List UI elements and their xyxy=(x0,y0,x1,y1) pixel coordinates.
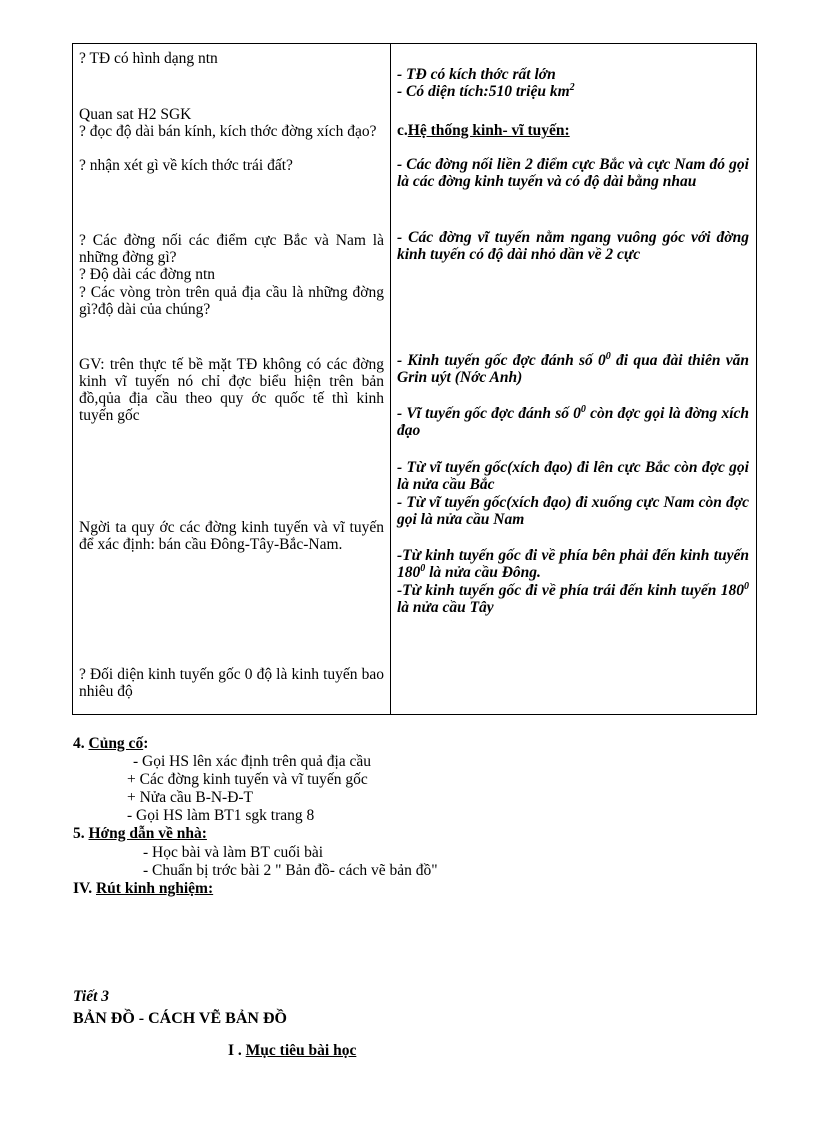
left-q-opposite: ? Đối diện kinh tuyến gốc 0 độ là kinh tuyến bao nhiêu độ xyxy=(79,666,384,700)
left-observe-h2: Quan sat H2 SGK xyxy=(79,106,192,123)
section-4-heading: 4. Củng cố: xyxy=(73,735,149,752)
left-hemisphere-note: Ngời ta quy ớc các đờng kinh tuyến và vĩ tuyến để xác định: bán cầu Đông-Tây-Bắc-Nam. xyxy=(79,519,384,553)
consolidation-item: - Gọi HS làm BT1 sgk trang 8 xyxy=(127,807,315,824)
left-q-size: ? nhận xét gì về kích thớc trái đất? xyxy=(79,157,293,174)
left-q-circles: ? Các vòng tròn trên quả địa cầu là những đờng gì?độ dài của chúng? xyxy=(79,284,384,318)
left-q-meridians: ? Các đờng nối các điểm cực Bắc và Nam là những đờng gì? xyxy=(79,232,384,266)
consolidation-item: - Gọi HS lên xác định trên quả địa cầu xyxy=(133,753,372,770)
consolidation-item: + Nửa cầu B-N-Đ-T xyxy=(127,789,254,806)
right-prime-meridian: - Kinh tuyến gốc đợc đánh số $0^0$ đi qua đài thiên văn Grin uýt (Nớc Anh) xyxy=(397,350,749,386)
right-equator: - Vĩ tuyến gốc đợc đánh số $0^0$ còn đợc gọi là đờng xích đạo xyxy=(397,403,750,439)
left-gv-note: GV: trên thực tế bề mặt TĐ không có các đờng kinh vĩ tuyến nó chỉ đợc biểu hiện trên bản đồ,qủa địa cầu theo quy ớc quốc tế thì kinh tuyến gốc xyxy=(79,356,384,424)
period-label: Tiết 3 xyxy=(73,988,110,1005)
left-q-radius: ? đọc độ dài bán kính, kích thớc đờng xích đạo? xyxy=(79,123,377,140)
objectives-heading: I . Mục tiêu bài học xyxy=(228,1042,357,1059)
lesson-table xyxy=(72,43,757,715)
right-meridians: - Các đờng nối liền 2 điểm cực Bắc và cực Nam đó gọi là các đờng kinh tuyến và có độ dài bằng nhau xyxy=(397,156,749,190)
right-parallels: - Các đờng vĩ tuyến nằm ngang vuông góc với đờng kinh tuyến có độ dài nhỏ dần về 2 cực xyxy=(397,229,749,263)
section-iv-heading: IV. Rút kinh nghiệm: xyxy=(73,880,214,897)
homework-item: - Học bài và làm BT cuối bài xyxy=(143,844,324,861)
right-heading-grid: c.Hệ thống kinh- vĩ tuyến: xyxy=(397,122,570,139)
right-size: - TĐ có kích thớc rất lớn xyxy=(397,66,556,83)
homework-item: - Chuẩn bị trớc bài 2 " Bản đồ- cách vẽ bản đồ" xyxy=(143,862,438,879)
section-5-heading: 5. Hớng dẫn về nhà: xyxy=(73,825,207,842)
column-divider xyxy=(390,44,391,714)
right-north-hemisphere: - Từ vĩ tuyến gốc(xích đạo) đi lên cực Bắc còn đợc gọi là nửa cầu Bắc xyxy=(397,459,749,493)
right-south-hemisphere: - Từ vĩ tuyến gốc(xích đạo) đi xuống cực Nam còn đợc gọi là nửa cầu Nam xyxy=(397,494,749,528)
left-q-shape: ? TĐ có hình dạng ntn xyxy=(79,50,218,67)
consolidation-item: + Các đờng kinh tuyến và vĩ tuyến gốc xyxy=(127,771,368,788)
right-area: - Có diện tích:510 triệu $km^2$ xyxy=(397,81,575,100)
right-east-hemisphere: -Từ kinh tuyến gốc đi về phía bên phải đến kinh tuyến $180^0$ là nửa cầu Đông. xyxy=(397,547,749,581)
right-west-hemisphere: -Từ kinh tuyến gốc đi về phía trái đến kinh tuyến $180^0$ là nửa cầu Tây xyxy=(397,580,749,616)
lesson-title: BẢN ĐỒ - CÁCH VẼ BẢN ĐỒ xyxy=(73,1010,287,1027)
left-q-length: ? Độ dài các đờng ntn xyxy=(79,266,216,283)
